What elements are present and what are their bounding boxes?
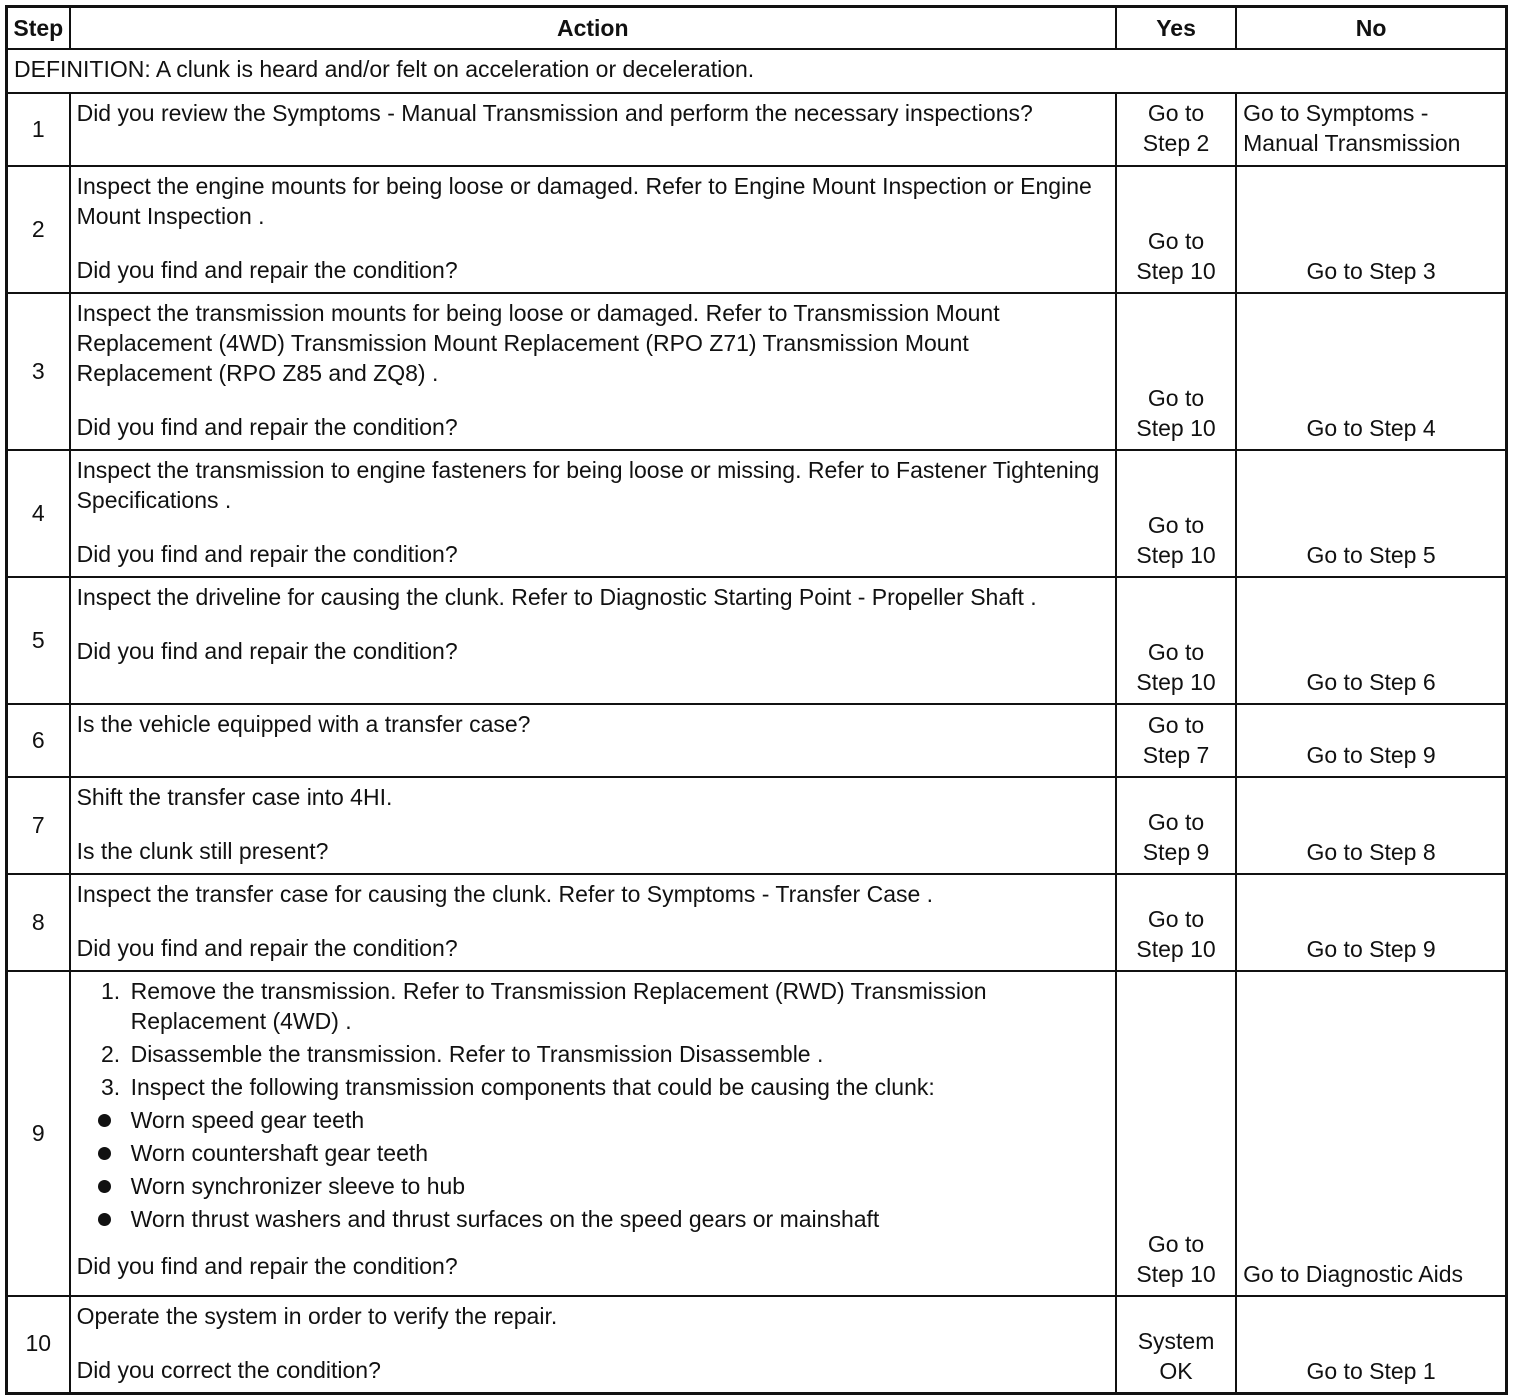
diagnostic-table xyxy=(5,5,1508,1395)
table-row xyxy=(7,166,1507,293)
component-item: Worn synchronizer sleeve to hub xyxy=(81,1171,1109,1201)
no-cell[interactable]: Go to Diagnostic Aids xyxy=(1236,971,1506,1296)
action-question: Did you find and repair the condition? xyxy=(76,541,458,567)
action-question: Is the clunk still present? xyxy=(76,838,329,864)
header-row xyxy=(7,7,1507,50)
bullet-icon xyxy=(98,1180,111,1193)
action-text: Is the vehicle equipped with a transfer case? xyxy=(76,711,531,737)
bullet-icon xyxy=(98,1147,111,1160)
bullet-icon xyxy=(98,1213,111,1226)
step-number: 2 xyxy=(7,166,70,293)
yes-cell[interactable]: Go to Step 9 xyxy=(1116,777,1236,874)
table-row xyxy=(7,293,1507,450)
action-question: Did you find and repair the condition? xyxy=(76,414,458,440)
no-cell[interactable]: Go to Step 3 xyxy=(1236,166,1506,293)
substep-item: 1. Remove the transmission. Refer to Transmission Replacement (RWD) Transmission Replacement (4WD) . xyxy=(127,976,1109,1036)
table-row xyxy=(7,577,1507,704)
action-cell xyxy=(70,450,1116,577)
yes-cell[interactable]: Go to Step 7 xyxy=(1116,704,1236,777)
step-number: 6 xyxy=(7,704,70,777)
yes-cell[interactable]: Go to Step 10 xyxy=(1116,577,1236,704)
no-cell[interactable]: Go to Step 4 xyxy=(1236,293,1506,450)
step-number: 9 xyxy=(7,971,70,1296)
action-question: Did you find and repair the condition? xyxy=(76,1253,458,1279)
table-row xyxy=(7,704,1507,777)
table-row xyxy=(7,93,1507,166)
component-list xyxy=(81,1105,1109,1234)
step-number: 3 xyxy=(7,293,70,450)
action-cell xyxy=(70,971,1116,1296)
action-text: Inspect the engine mounts for being loose or damaged. Refer to Engine Mount Inspection or Engine Mount Inspection . xyxy=(76,173,1092,229)
action-text: Operate the system in order to verify the repair. xyxy=(76,1303,558,1329)
action-cell xyxy=(70,874,1116,971)
table-row xyxy=(7,777,1507,874)
action-cell xyxy=(70,293,1116,450)
yes-cell[interactable]: Go to Step 10 xyxy=(1116,971,1236,1296)
no-cell[interactable]: Go to Step 6 xyxy=(1236,577,1506,704)
table-row xyxy=(7,971,1507,1296)
action-text: Inspect the transmission to engine fasteners for being loose or missing. Refer to Fastener Tightening Specifications . xyxy=(76,457,1100,513)
header-action: Action xyxy=(70,7,1116,50)
action-cell xyxy=(70,577,1116,704)
action-question: Did you find and repair the condition? xyxy=(76,638,458,664)
action-cell xyxy=(70,777,1116,874)
yes-cell[interactable]: Go to Step 10 xyxy=(1116,166,1236,293)
step-number: 1 xyxy=(7,93,70,166)
no-cell[interactable]: Go to Step 1 xyxy=(1236,1296,1506,1393)
step-number: 4 xyxy=(7,450,70,577)
header-yes: Yes xyxy=(1116,7,1236,50)
component-item: Worn countershaft gear teeth xyxy=(81,1138,1109,1168)
step-number: 8 xyxy=(7,874,70,971)
substep-item xyxy=(127,1072,1109,1234)
definition-text: DEFINITION: A clunk is heard and/or felt on acceleration or deceleration. xyxy=(7,49,1507,93)
action-question: Did you correct the condition? xyxy=(76,1357,381,1383)
step-number: 7 xyxy=(7,777,70,874)
component-item: Worn thrust washers and thrust surfaces on the speed gears or mainshaft xyxy=(81,1204,1109,1234)
table-row xyxy=(7,874,1507,971)
step-number: 5 xyxy=(7,577,70,704)
definition-row xyxy=(7,49,1507,93)
no-cell[interactable]: Go to Step 5 xyxy=(1236,450,1506,577)
action-question: Did you find and repair the condition? xyxy=(76,935,458,961)
no-cell[interactable]: Go to Symptoms - Manual Transmission xyxy=(1236,93,1506,166)
action-text: Inspect the transfer case for causing the clunk. Refer to Symptoms - Transfer Case . xyxy=(76,881,934,907)
header-no: No xyxy=(1236,7,1506,50)
yes-cell[interactable]: System OK xyxy=(1116,1296,1236,1393)
yes-cell[interactable]: Go to Step 10 xyxy=(1116,450,1236,577)
action-cell xyxy=(70,704,1116,777)
no-cell[interactable]: Go to Step 9 xyxy=(1236,874,1506,971)
action-cell xyxy=(70,93,1116,166)
action-text: Inspect the transmission mounts for being loose or damaged. Refer to Transmission Mount Replacement (4WD) Transmission Mount Replacement (RPO Z71) Transmission Mount Replacement (RPO Z85 and ZQ8) . xyxy=(76,300,1000,386)
action-text: Shift the transfer case into 4HI. xyxy=(76,784,393,810)
yes-cell[interactable]: Go to Step 10 xyxy=(1116,293,1236,450)
no-cell[interactable]: Go to Step 8 xyxy=(1236,777,1506,874)
table-row xyxy=(7,1296,1507,1393)
substep-text: Inspect the following transmission components that could be causing the clunk: xyxy=(130,1074,935,1100)
substep-list xyxy=(77,976,1109,1234)
step-number: 10 xyxy=(7,1296,70,1393)
substep-item: 2. Disassemble the transmission. Refer to Transmission Disassemble . xyxy=(127,1039,1109,1069)
yes-cell[interactable]: Go to Step 2 xyxy=(1116,93,1236,166)
action-cell xyxy=(70,166,1116,293)
action-cell xyxy=(70,1296,1116,1393)
header-step: Step xyxy=(7,7,70,50)
action-question: Did you find and repair the condition? xyxy=(76,257,458,283)
action-text: Inspect the driveline for causing the clunk. Refer to Diagnostic Starting Point - Propeller Shaft . xyxy=(76,584,1037,610)
table-row xyxy=(7,450,1507,577)
yes-cell[interactable]: Go to Step 10 xyxy=(1116,874,1236,971)
bullet-icon xyxy=(98,1114,111,1127)
action-text: Did you review the Symptoms - Manual Transmission and perform the necessary inspections? xyxy=(76,100,1033,126)
component-item: Worn speed gear teeth xyxy=(81,1105,1109,1135)
no-cell[interactable]: Go to Step 9 xyxy=(1236,704,1506,777)
